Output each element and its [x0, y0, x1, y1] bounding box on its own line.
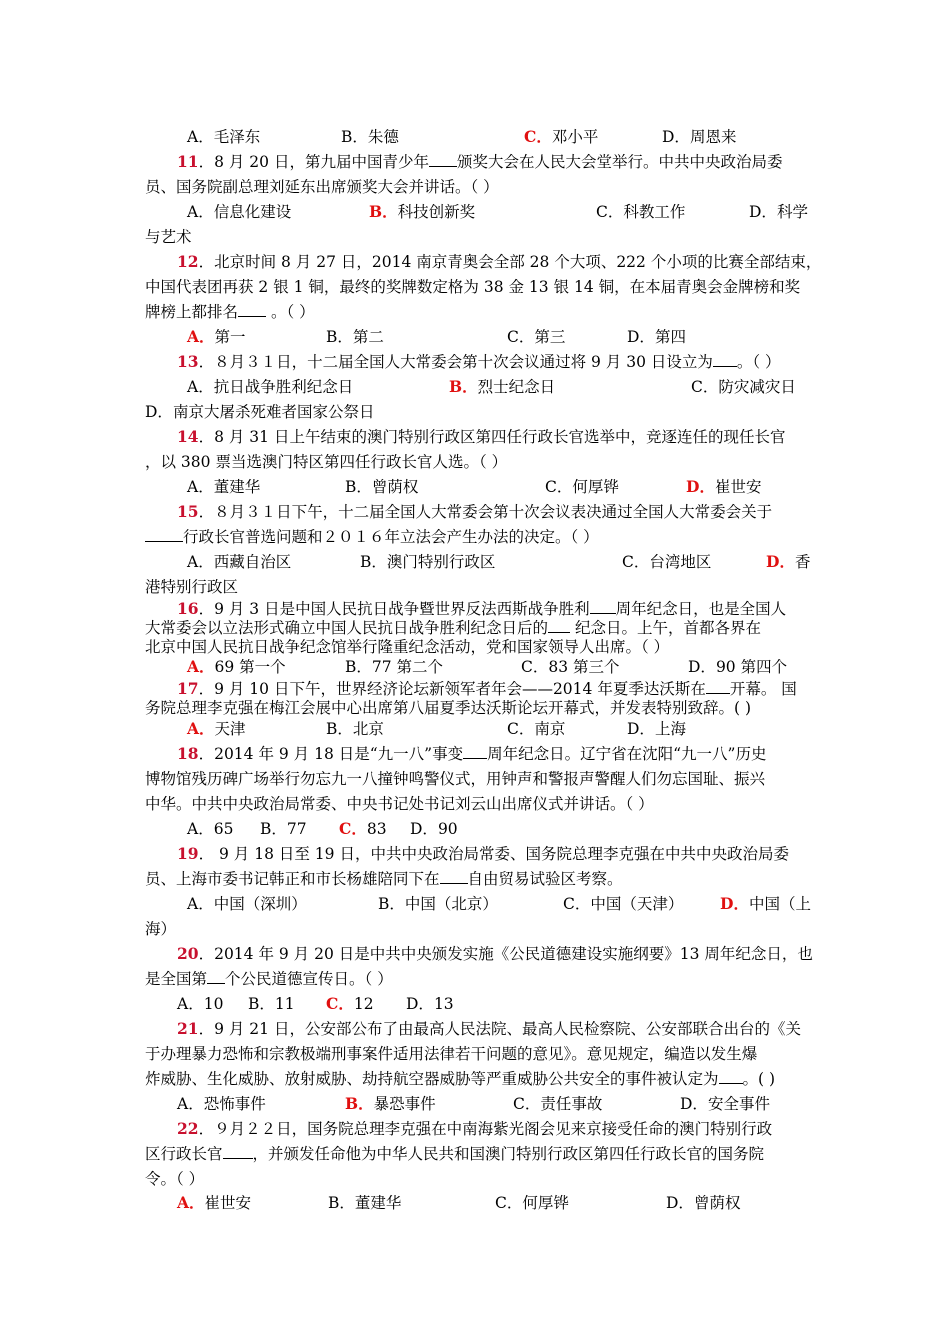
q13-option-b: B．烈士纪念日	[449, 377, 556, 396]
q20-stem-line2: 是全国第 个公民道德宣传日。（ ）	[145, 970, 393, 988]
q17-stem-line2: 务院总理李克强在梅江会展中心出席第八届夏季达沃斯论坛开幕式，并发表特别致辞。( )	[145, 699, 752, 717]
q18-option-c: C．83	[339, 819, 387, 838]
q10-option-a: A．毛泽东	[187, 128, 261, 146]
q15-option-d-wrap: 港特别行政区	[145, 578, 239, 596]
q14-option-d: D．崔世安	[686, 477, 762, 496]
q16-option-c: C．83 第三个	[521, 658, 620, 676]
q19-option-c: C．中国（天津）	[563, 895, 684, 913]
q11-stem-line2: 员、国务院副总理刘延东出席颁奖大会并讲话。（ ）	[145, 178, 499, 196]
q22-option-c: C．何厚铧	[495, 1194, 569, 1212]
q16-option-a: A．69 第一个	[187, 657, 286, 676]
q10-option-c: C．邓小平	[524, 127, 599, 146]
q11-option-d-wrap: 与艺术	[145, 228, 192, 246]
q15-stem-line2: 行政长官普选问题和２０１６年立法会产生办法的决定。（ ）	[145, 526, 599, 548]
q20-option-a: A．10	[177, 995, 224, 1013]
q11-option-d: D．科学	[749, 203, 808, 221]
q12-option-a: A．第一	[187, 327, 246, 346]
q16-option-d: D．90 第四个	[688, 658, 788, 676]
q22-stem-line1: 22．９月２２日，国务院总理李克强在中南海紫光阁会见来京接受任命的澳门特别行政	[177, 1119, 773, 1138]
q18-stem-line2: 博物馆残历碑广场举行勿忘九一八撞钟鸣警仪式，用钟声和警报声警醒人们勿忘国耻、振兴	[145, 770, 766, 788]
q19-option-d: D．中国（上	[720, 894, 811, 913]
q14-stem-line2: ，以 380 票当选澳门特区第四任行政长官人选。（ ）	[145, 453, 508, 471]
q19-option-a: A．中国（深圳）	[187, 895, 307, 913]
q19-option-d-wrap: 海）	[145, 920, 177, 938]
q20-stem-line1: 20．2014 年 9 月 20 日是中共中央颁发实施《公民道德建设实施纲要》13 周年纪念日，也	[177, 944, 813, 963]
q18-stem-line3: 中华。中共中央政治局常委、中央书记处书记刘云山出席仪式并讲话。（ ）	[145, 795, 654, 813]
q22-stem-line2: 区行政长官 ，并颁发任命他为中华人民共和国澳门特别行政区第四任行政长官的国务院	[145, 1145, 765, 1163]
q19-option-b: B．中国（北京）	[378, 895, 498, 913]
q14-option-b: B．曾荫权	[345, 478, 419, 496]
q21-option-c: C．责任事故	[513, 1095, 603, 1113]
q12-option-d: D．第四	[627, 328, 686, 346]
q22-option-b: B．董建华	[328, 1194, 402, 1212]
q12-option-b: B．第二	[326, 328, 384, 346]
q21-option-d: D．安全事件	[680, 1095, 770, 1113]
q14-option-c: C．何厚铧	[545, 478, 619, 496]
q15-option-c: C．台湾地区	[622, 553, 712, 571]
q16-stem-line3: 北京中国人民抗日战争纪念馆举行隆重纪念活动，党和国家领导人出席。（ ）	[145, 638, 670, 656]
q17-option-b: B．北京	[326, 720, 384, 738]
q19-stem-line1: 19． 9 月 18 日至 19 日，中共中央政治局常委、国务院总理李克强在中共中央政治局委	[177, 844, 789, 863]
q17-option-a: A．天津	[187, 719, 246, 738]
q20-option-b: B．11	[248, 995, 295, 1013]
q20-option-d: D．13	[406, 995, 454, 1013]
q21-stem-line1: 21．9 月 21 日，公安部公布了由最高人民法院、最高人民检察院、公安部联合出台的《关	[177, 1019, 801, 1038]
q18-option-b: B．77	[260, 820, 307, 838]
q14-stem-line1: 14．8 月 31 日上午结束的澳门特别行政区第四任行政长官选举中，竞逐连任的现任长官	[177, 427, 786, 446]
q12-stem-line1: 12．北京时间 8 月 27 日，2014 南京青奥会全部 28 个大项、222 个小项的比赛全部结束，	[177, 252, 822, 271]
q22-option-d: D．曾荫权	[666, 1194, 741, 1212]
q21-option-b: B．暴恐事件	[345, 1094, 436, 1113]
q20-option-c: C．12	[326, 994, 374, 1013]
q18-option-d: D．90	[410, 820, 458, 838]
q16-option-b: B．77 第二个	[345, 658, 444, 676]
q22-option-a: A．崔世安	[177, 1193, 252, 1212]
q19-stem-line2: 员、上海市委书记韩正和市长杨雄陪同下在 自由贸易试验区考察。	[145, 870, 623, 888]
q13-option-c: C．防灾减灾日	[691, 378, 796, 396]
q15-option-d: D．香	[766, 552, 811, 571]
q11-stem-line1: 11．8 月 20 日，第九届中国青少年 颁奖大会在人民大会堂举行。中共中央政治局委	[177, 152, 783, 171]
q21-stem-line3: 炸威胁、生化威胁、放射威胁、劫持航空器威胁等严重威胁公共安全的事件被认定为 。( )	[145, 1070, 776, 1088]
q17-option-d: D．上海	[627, 720, 686, 738]
q11-option-b: B．科技创新奖	[369, 202, 476, 221]
q10-option-d: D．周恩来	[662, 128, 737, 146]
q13-option-a: A．抗日战争胜利纪念日	[187, 378, 354, 396]
q12-option-c: C．第三	[507, 328, 566, 346]
q13-stem-line1: 13．８月３１日，十二届全国人大常委会第十次会议通过将 9 月 30 日设立为 。（ ）	[177, 352, 781, 371]
q12-stem-line2: 中国代表团再获 2 银 1 铜，最终的奖牌数定格为 38 金 13 银 14 铜，在本届青奥会金牌榜和奖	[145, 278, 801, 296]
q15-stem-line1: 15．８月３１日下午，十二届全国人大常委会第十次会议表决通过全国人大常委会关于	[177, 502, 773, 521]
q16-stem-line2: 大常委会以立法形式确立中国人民抗日战争胜利纪念日后的 纪念日。上午，首都各界在	[145, 619, 761, 637]
q16-stem-line1: 16．9 月 3 日是中国人民抗日战争暨世界反法西斯战争胜利 周年纪念日，也是全国人	[177, 599, 787, 618]
q14-option-a: A．董建华	[187, 478, 261, 496]
q10-option-b: B．朱德	[341, 128, 399, 146]
q11-option-c: C．科教工作	[596, 203, 686, 221]
q15-option-b: B．澳门特别行政区	[360, 553, 496, 571]
q21-option-a: A．恐怖事件	[177, 1095, 266, 1113]
q12-stem-line3: 牌榜上都排名 。（ ）	[145, 303, 315, 321]
q17-option-c: C．南京	[507, 720, 566, 738]
q13-option-d: D．南京大屠杀死难者国家公祭日	[145, 403, 375, 421]
q18-stem-line1: 18．2014 年 9 月 18 日是“九一八”事变 周年纪念日。辽宁省在沈阳“九一八”历史	[177, 744, 767, 763]
q17-stem-line1: 17．9 月 10 日下午，世界经济论坛新领军者年会——2014 年夏季达沃斯在 开幕。 国	[177, 679, 797, 698]
q11-option-a: A．信息化建设	[187, 203, 292, 221]
q15-option-a: A．西藏自治区	[187, 553, 292, 571]
q18-option-a: A．65	[187, 820, 234, 838]
q22-stem-line3: 令。（ ）	[145, 1170, 205, 1188]
q21-stem-line2: 于办理暴力恐怖和宗教极端刑事案件适用法律若干问题的意见》。意见规定，编造以发生爆	[145, 1045, 758, 1063]
